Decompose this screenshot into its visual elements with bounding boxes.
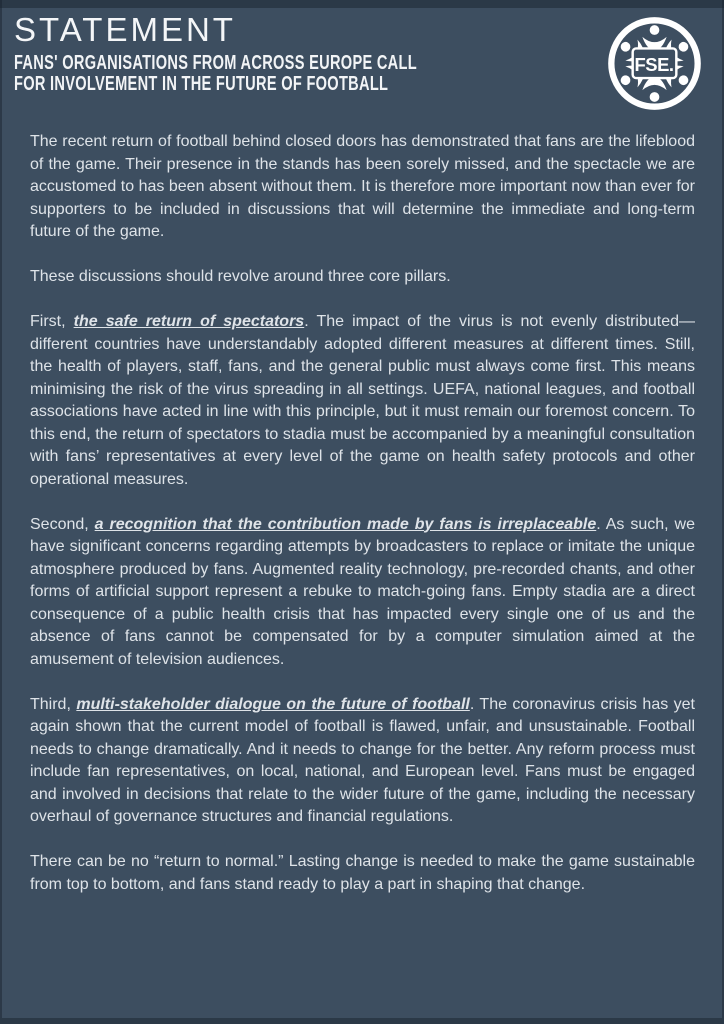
emphasis-multi-stakeholder-dialogue: multi-stakeholder dialogue on the future of football: [76, 695, 470, 713]
header: [0, 0, 724, 110]
paragraph-text: . As such, we have significant concerns regarding attempts by broadcasters to replace or imitate the unique atmosphere produced by fans. Augmented reality technology, pre-recorded chants, and other forms of artificial support represent a rebuke to match-going fans. Empty stadia are a direct consequence of a public health crisis that has impacted every single one of us and the absence of fans cannot be compensated for by a computer simulation aimed at the amusement of television audiences.: [30, 515, 696, 668]
subtitle-line-2: FOR INVOLVEMENT IN THE FUTURE OF FOOTBALL: [14, 72, 389, 95]
paragraph-prefix: First,: [30, 313, 74, 330]
fse-logo-text: FSE.: [634, 53, 674, 75]
paragraph-text: There can be no “return to normal.” Lasting change is needed to make the game sustainable from top to bottom, and fans stand ready to play a part in shaping that change.: [30, 853, 695, 893]
page-subtitle: [14, 53, 522, 94]
subtitle-line-1: FANS' ORGANISATIONS FROM ACROSS EUROPE CALL: [14, 52, 417, 74]
paragraph-closing: [30, 851, 695, 896]
paragraph-first-pillar: [30, 311, 695, 491]
fse-logo: [606, 15, 703, 112]
statement-body: [0, 131, 724, 896]
paragraph-prefix: Second,: [30, 515, 95, 533]
paragraph-second-pillar: [30, 514, 695, 672]
paragraph-core-pillars: [30, 266, 695, 289]
emphasis-safe-return-of-spectators: the safe return of spectators: [73, 313, 305, 330]
emphasis-contribution-irreplaceable: a recognition that the contribution made by fans is irreplaceable: [94, 515, 597, 533]
paragraph-text: The recent return of football behind closed doors has demonstrated that fans are the lifeblood of the game. Their presence in the stands has been sorely missed, and the spectacle we are accustomed to has been absent without them. It is therefore more important now than ever for supporters to be included in discussions that will determine the immediate and long-term future of the game.: [30, 133, 695, 240]
paragraph-third-pillar: [30, 694, 695, 829]
bottom-edge-strip: [0, 1018, 724, 1024]
paragraph-text: These discussions should revolve around three core pillars.: [30, 268, 451, 285]
paragraph-text: . The coronavirus crisis has yet again shown that the current model of football is flawed, unfair, and unsustainable. Football needs to change dramatically. And it needs to change for the better. Any reform process must include fan representatives, on local, national, and European level. Fans must be engaged and involved in decisions that relate to the wider future of the game, including the necessary overhaul of governance structures and financial regulations.: [30, 695, 696, 825]
paragraph-intro: [30, 131, 695, 244]
left-edge-shade: [0, 0, 2, 1024]
paragraph-prefix: Third,: [30, 695, 77, 713]
page-title: STATEMENT: [14, 11, 236, 48]
paragraph-text: . The impact of the virus is not evenly distributed—different countries have understandably adopted different measures at different times. Still, the health of players, staff, fans, and the general public must always come first. This means minimising the risk of the virus spreading in all settings. UEFA, national leagues, and football associations have acted in line with this principle, but it must remain our foremost concern. To this end, the return of spectators to stadia must be accompanied by a meaningful consultation with fans’ representatives at every level of the game on health safety protocols and other operational measures.: [30, 313, 695, 488]
globe-icon: [606, 15, 703, 112]
